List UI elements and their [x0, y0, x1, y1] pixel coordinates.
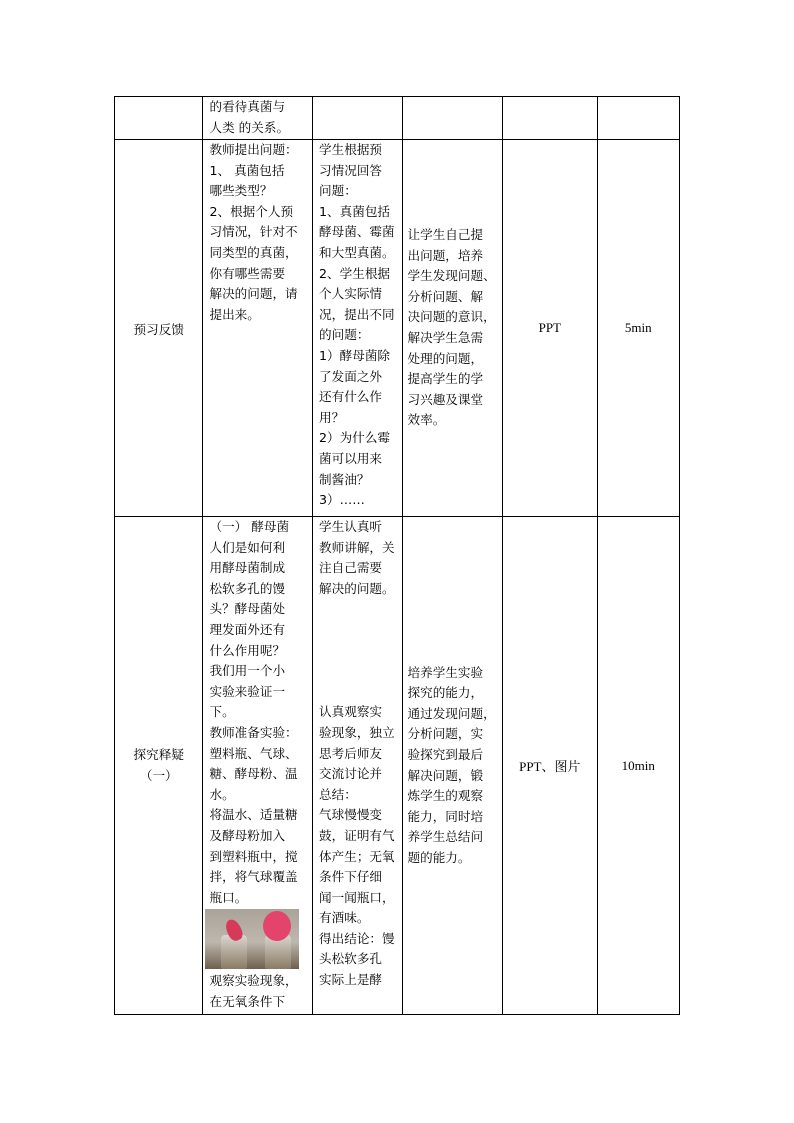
text-line: 认真观察实	[319, 704, 383, 720]
text-line: 学生发现问题、	[407, 268, 496, 284]
text-line: 题的能力。	[407, 849, 471, 865]
text-line: 养学生总结问	[407, 829, 484, 845]
text-line: 况，提出不同	[319, 306, 395, 322]
text-line: 提出来。	[209, 306, 260, 322]
text-line: 总结：	[319, 786, 357, 802]
text-line: 将温水、适量糖	[209, 807, 298, 823]
text-line: 的看待真菌与	[209, 99, 286, 114]
text-line: （一） 酵母菌	[209, 519, 290, 534]
lesson-plan-table	[114, 96, 680, 1015]
text-line: 到塑料瓶中，搅	[209, 848, 298, 864]
text-line: 实际上是酵	[319, 972, 383, 988]
text-line: 糖、酵母粉、温	[209, 766, 298, 782]
media-label: PPT	[538, 320, 561, 335]
text-line: 人类 的关系。	[209, 119, 290, 135]
text-line: 1）酵母菌除	[319, 347, 391, 363]
text-line: 能力，同时培	[407, 808, 484, 824]
text-line: 教师提出问题：	[209, 142, 298, 157]
text-line: 得出结论：馒	[319, 930, 395, 946]
text-line: 有酒味。	[319, 910, 370, 926]
text-line: 松软多孔的馒	[209, 580, 286, 596]
student-activity-text	[313, 140, 401, 511]
teacher-activity-cell	[203, 97, 313, 140]
text-line: 提高学生的学	[407, 371, 484, 387]
stage-label: 探究释疑（一）	[133, 746, 184, 783]
student-activity-cell	[313, 97, 402, 140]
text-line: 拌，将气球覆盖	[209, 869, 298, 885]
text-line: 教师讲解，关	[319, 539, 395, 555]
text-line: 气球慢慢变	[319, 807, 383, 823]
teacher-activity-text	[203, 971, 312, 1012]
text-line: 2）为什么霉	[319, 430, 391, 446]
media-cell	[503, 97, 598, 140]
text-line: 解决问题，锻	[407, 767, 484, 783]
text-line: 的问题：	[319, 327, 370, 343]
text-line: 理发面外还有	[209, 621, 286, 637]
design-intent-cell	[402, 97, 503, 140]
text-line: 处理的问题，	[407, 350, 484, 366]
student-activity-cell	[313, 517, 402, 1015]
time-label: 5min	[624, 320, 652, 335]
teacher-activity-text	[203, 97, 312, 138]
text-line: 教师准备实验：	[209, 724, 298, 740]
text-line: 1、真菌包括	[319, 203, 391, 219]
text-line: 酵母菌、霉菌	[319, 224, 395, 240]
text-line: 体产生；无氧	[319, 848, 395, 864]
time-cell	[597, 97, 679, 140]
teacher-activity-text	[203, 140, 312, 325]
text-line: 解决学生急需	[407, 330, 484, 345]
text-line: 头？酵母菌处	[209, 601, 286, 617]
text-line: 观察实验现象，	[209, 973, 298, 989]
table-row	[115, 97, 680, 140]
text-line: 我们用一个小	[209, 663, 286, 679]
text-line: 同类型的真菌，	[209, 244, 298, 260]
time-cell	[597, 517, 679, 1015]
text-line: 分析问题，实	[407, 726, 484, 742]
text-line: 问题：	[319, 183, 357, 199]
text-line: 实验来验证一	[209, 683, 286, 699]
text-line: 用酵母菌制成	[209, 560, 286, 576]
text-line: 效率。	[407, 412, 446, 428]
text-line: 培养学生实验	[407, 664, 484, 680]
time-label: 10min	[621, 757, 655, 773]
text-line: 习兴趣及课堂	[407, 391, 484, 407]
text-line: 学生认真听	[319, 519, 383, 534]
text-line: 炼学生的观察	[407, 788, 484, 804]
stage-label: 预习反馈	[133, 321, 184, 337]
text-line: 下。	[209, 704, 235, 720]
text-line: 用？	[319, 409, 345, 425]
text-line: 闻一闻瓶口，	[319, 889, 395, 905]
text-line: 1、 真菌包括	[209, 162, 285, 178]
text-line: 验现象，独立	[319, 724, 395, 740]
text-line: 解决的问题。	[319, 580, 395, 596]
text-line: 验探究到最后	[407, 746, 484, 762]
text-line: 决问题的意识，	[407, 309, 496, 325]
text-line: 条件下仔细	[319, 869, 383, 885]
text-line: 解决的问题，请	[209, 286, 298, 302]
text-line: 学生根据预	[319, 142, 383, 157]
text-line: 了发面之外	[319, 368, 383, 384]
design-intent-text	[403, 225, 503, 431]
text-line: 瓶口。	[209, 889, 248, 905]
stage-cell	[115, 517, 203, 1015]
text-line: 2、学生根据	[319, 265, 391, 281]
text-line: 哪些类型？	[209, 183, 273, 199]
text-line: 人们是如何利	[209, 539, 286, 555]
design-intent-text	[403, 663, 503, 869]
media-cell	[503, 140, 598, 517]
stage-cell	[115, 140, 203, 517]
text-line: 出问题，培养	[407, 247, 484, 263]
text-line: 在无氧条件下	[209, 993, 286, 1009]
media-label: PPT、图片	[519, 759, 581, 774]
student-activity-text	[313, 517, 401, 991]
table-row	[115, 140, 680, 517]
design-intent-cell	[402, 517, 503, 1015]
text-line: 水。	[209, 786, 235, 802]
text-line: 制酱油？	[319, 471, 370, 487]
text-line: 2、根据个人预	[209, 203, 294, 219]
design-intent-cell	[402, 140, 503, 517]
text-line: 交流讨论并	[319, 766, 383, 782]
media-cell	[503, 517, 598, 1015]
teacher-activity-text	[203, 517, 312, 908]
text-line: 塑料瓶、气球、	[209, 745, 298, 761]
text-line: 还有什么作	[319, 389, 383, 405]
text-line: 个人实际情	[319, 286, 383, 302]
student-activity-cell	[313, 140, 402, 517]
text-line: 3）……	[319, 492, 365, 508]
text-line: 及酵母粉加入	[209, 827, 286, 843]
text-line: 和大型真菌。	[319, 244, 395, 260]
text-line: 让学生自己提	[407, 227, 484, 243]
time-cell	[597, 140, 679, 517]
text-line: 通过发现问题，	[407, 705, 496, 721]
experiment-photo	[205, 909, 299, 969]
text-line: 菌可以用来	[319, 450, 383, 466]
text-line: 注自己需要	[319, 560, 383, 576]
text-line: 鼓，证明有气	[319, 827, 395, 843]
text-line: 习情况，针对不	[209, 224, 298, 240]
teacher-activity-cell	[203, 517, 313, 1015]
table-row	[115, 517, 680, 1015]
text-line: 分析问题、解	[407, 288, 484, 304]
text-line: 什么作用呢？	[209, 642, 286, 658]
text-line: 探究的能力，	[407, 685, 484, 701]
stage-cell	[115, 97, 203, 140]
text-line: 思考后师友	[319, 745, 383, 761]
teacher-activity-cell	[203, 140, 313, 517]
text-line: 你有哪些需要	[209, 265, 286, 281]
text-line: 习情况回答	[319, 162, 383, 178]
text-line: 头松软多孔	[319, 951, 383, 967]
